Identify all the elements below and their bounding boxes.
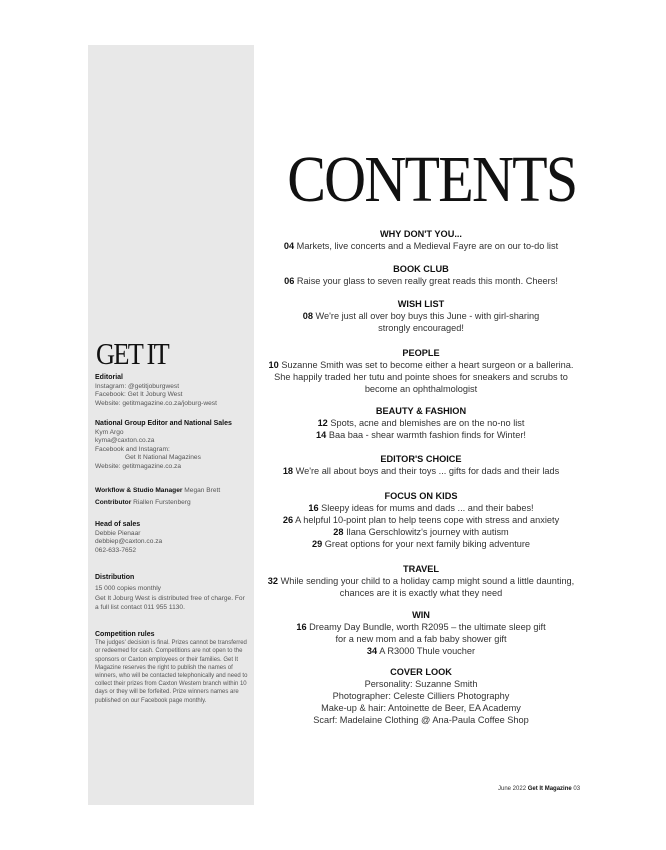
distribution-heading: Distribution: [95, 574, 135, 581]
workflow-label: Workflow & Studio Manager: [95, 487, 183, 494]
section-focus-on-kids: [255, 490, 587, 550]
section-heading: WHY DON'T YOU...: [380, 229, 462, 239]
item-text: Spots, acne and blemishes are on the no-no list: [330, 418, 525, 428]
section-wish-list: [265, 298, 577, 334]
sales-line: 062-633-7652: [95, 546, 137, 554]
item-text: Baa baa - shear warmth fashion finds for Winter!: [328, 430, 526, 440]
item-text: We're just all over boy buys this June - with girl-sharing strongly encouraged!: [315, 311, 540, 333]
item-text: While sending your child to a holiday camp might sound a little daunting, chances are it is exactly what they need: [280, 576, 575, 598]
editorial-line: Website: getitmagazine.co.za/joburg-west: [95, 399, 217, 407]
contents-item: [290, 645, 552, 657]
cover-credit: Make-up & hair: Antoinette de Beer, EA Academy: [321, 703, 521, 713]
item-text: Raise your glass to seven really great reads this month. Cheers!: [296, 276, 558, 286]
item-text: Suzanne Smith was set to become either a heart surgeon or a ballerina. She happily traded her tutu and pointe shoes for sneakers and scrubs to become an ophthalmologist: [274, 360, 574, 394]
national-line: Website: getitmagazine.co.za: [95, 462, 182, 470]
item-text: A R3000 Thule voucher: [379, 646, 476, 656]
section-people: [265, 347, 577, 395]
national-line: Get It National Magazines: [125, 454, 201, 462]
section-beauty-fashion: [265, 405, 577, 441]
editorial-block: [95, 374, 255, 408]
section-heading: COVER LOOK: [390, 667, 452, 677]
item-text: We're all about boys and their toys ... gifts for dads and their lads: [295, 466, 560, 476]
section-heading: TRAVEL: [402, 564, 440, 574]
workflow-name: Megan Brett: [184, 487, 221, 494]
page-title: CONTENTS: [287, 143, 577, 216]
item-text: Dreamy Day Bundle, worth R2095 – the ultimate sleep gift for a new mom and a fab baby shower gift: [309, 622, 546, 644]
sales-block: [95, 521, 255, 555]
contents-item: [255, 526, 587, 538]
section-heading: FOCUS ON KIDS: [384, 491, 458, 501]
item-text: A helpful 10-point plan to help teens cope with stress and anxiety: [295, 515, 560, 525]
sales-heading: Head of sales: [95, 521, 141, 528]
page-number: 04: [283, 241, 295, 251]
footer-date: June 2022: [498, 786, 527, 792]
section-cover-look: [265, 666, 577, 726]
section-book-club: [265, 263, 577, 287]
page-number: 06: [284, 276, 295, 286]
page-number: 28: [333, 527, 344, 537]
national-line: Kym Argo: [95, 428, 124, 436]
page-footer: [498, 786, 580, 792]
contents-item: [255, 538, 587, 550]
section-heading: PEOPLE: [402, 348, 440, 358]
editorial-heading: Editorial: [95, 374, 124, 381]
item-text: Ilana Gerschlowitz's journey with autism: [346, 527, 509, 537]
section-heading: EDITOR'S CHOICE: [380, 454, 462, 464]
contributor-name: Riallen Furstenberg: [133, 498, 191, 506]
contents-item: [265, 429, 577, 441]
contents-item: [290, 621, 552, 645]
competition-heading: Competition rules: [95, 631, 155, 638]
contributor-label: Contributor: [95, 498, 132, 506]
cover-credit: Scarf: Madelaine Clothing @ Ana-Paula Coffee Shop: [313, 715, 529, 725]
contents-item: [265, 240, 577, 252]
contents-item: [265, 417, 577, 429]
item-text: Sleepy ideas for mums and dads ... and their babes!: [321, 503, 534, 513]
page-number: 34: [366, 646, 378, 656]
contents-item: [255, 514, 587, 526]
national-heading: National Group Editor and National Sales: [95, 420, 232, 427]
page-number: 10: [268, 360, 279, 370]
footer-magazine: Get It Magazine: [527, 786, 572, 792]
editorial-line: Facebook: Get It Joburg West: [95, 391, 183, 399]
competition-block: [95, 631, 251, 705]
section-heading: WISH LIST: [397, 299, 445, 309]
page-number: 12: [317, 418, 328, 428]
distribution-block: [95, 574, 245, 612]
page-number: 18: [282, 466, 294, 476]
page-number: 29: [311, 539, 323, 549]
page-number: 32: [267, 576, 278, 586]
contents-item: [295, 310, 547, 334]
sales-line: debbiep@caxton.co.za: [95, 538, 163, 546]
distribution-text: Get It Joburg West is distributed free of charge. For a full list contact 011 955 1130.: [95, 595, 245, 611]
page-number: 08: [302, 311, 313, 321]
section-heading: WIN: [412, 610, 430, 620]
editorial-line: Instagram: @getitjoburgwest: [95, 382, 180, 390]
section-why-dont-you: [265, 228, 577, 252]
cover-credit: Photographer: Celeste Cilliers Photography: [332, 691, 510, 701]
footer-page-number: 03: [573, 786, 581, 792]
contents-item: [265, 275, 577, 287]
item-text: Markets, live concerts and a Medieval Fayre are on our to-do list: [296, 241, 559, 251]
page-number: 14: [316, 430, 327, 440]
page-number: 26: [282, 515, 294, 525]
get-it-logo: GET IT: [96, 336, 169, 371]
cover-credit: Personality: Suzanne Smith: [364, 679, 478, 689]
staff-block: [95, 487, 255, 507]
contents-item: [255, 502, 587, 514]
page-number: 16: [308, 503, 319, 513]
distribution-copies: 15 000 copies monthly: [95, 584, 161, 592]
section-editors-choice: [265, 453, 577, 477]
page-number: 16: [296, 622, 307, 632]
section-win: [265, 609, 577, 657]
contents-item: [265, 465, 577, 477]
national-line: Facebook and Instagram:: [95, 445, 170, 453]
contents-item: [265, 359, 577, 395]
national-block: [95, 420, 255, 472]
section-heading: BEAUTY & FASHION: [375, 406, 467, 416]
section-travel: [265, 563, 577, 599]
contents-item: [265, 575, 577, 599]
sales-line: Debbie Pienaar: [95, 529, 141, 537]
item-text: Great options for your next family biking adventure: [324, 539, 531, 549]
national-line: kyma@caxton.co.za: [95, 437, 155, 445]
section-heading: BOOK CLUB: [393, 264, 449, 274]
competition-text: The judges' decision is final. Prizes cannot be transferred or redeemed for cash. Competitions are not open to the sponsors or Caxton employees or their families. Get It Magazine reserves the right to publish the names of winners, who will be contacted telephonically and need to collect their prizes from Caxton Western branch within 10 days or they will be forfeited. Prize winners names are published on our Facebook page monthly.: [95, 640, 248, 704]
